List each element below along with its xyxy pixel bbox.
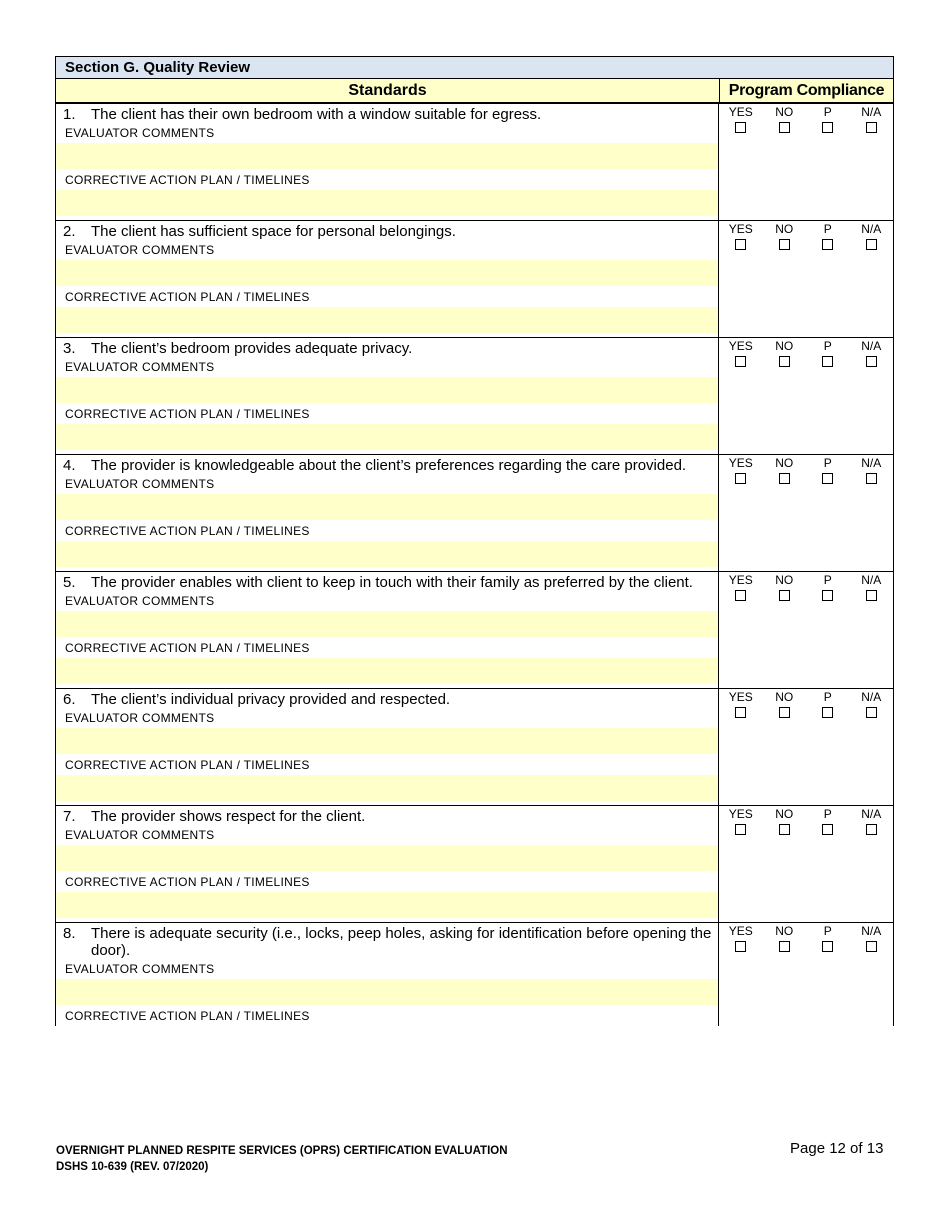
standard-item bbox=[55, 220, 894, 337]
standard-description: The client’s bedroom provides adequate privacy. bbox=[91, 340, 413, 357]
option-label-p: P bbox=[823, 924, 832, 938]
compliance-options bbox=[719, 573, 893, 588]
standard-item bbox=[55, 805, 894, 922]
standard-cell bbox=[56, 806, 719, 922]
corrective-action-label: CORRECTIVE ACTION PLAN / TIMELINES bbox=[65, 407, 310, 421]
option-label-na: N/A bbox=[861, 807, 882, 821]
compliance-cell bbox=[719, 221, 893, 337]
checkbox-p[interactable] bbox=[822, 707, 833, 718]
evaluator-comments-label: EVALUATOR COMMENTS bbox=[65, 126, 215, 140]
option-label-yes: YES bbox=[728, 456, 753, 470]
option-label-yes: YES bbox=[728, 339, 753, 353]
option-label-na: N/A bbox=[861, 222, 882, 236]
form-footer bbox=[56, 1143, 508, 1175]
compliance-options bbox=[719, 222, 893, 237]
standard-description: There is adequate security (i.e., locks, peep holes, asking for identification before opening the door). bbox=[91, 925, 712, 959]
compliance-checkboxes bbox=[719, 939, 893, 957]
evaluator-comments-field[interactable] bbox=[56, 494, 718, 520]
column-header-row bbox=[55, 79, 894, 103]
standard-number: 3. bbox=[63, 340, 76, 357]
checkbox-no[interactable] bbox=[779, 824, 790, 835]
standard-item bbox=[55, 337, 894, 454]
standard-cell bbox=[56, 221, 719, 337]
checkbox-no[interactable] bbox=[779, 239, 790, 250]
corrective-action-field[interactable] bbox=[56, 190, 718, 216]
form-number: DSHS 10-639 (REV. 07/2020) bbox=[56, 1161, 209, 1173]
corrective-action-label: CORRECTIVE ACTION PLAN / TIMELINES bbox=[65, 875, 310, 889]
standard-item bbox=[55, 103, 894, 220]
compliance-checkboxes bbox=[719, 120, 893, 138]
standard-number: 6. bbox=[63, 691, 76, 708]
compliance-checkboxes bbox=[719, 471, 893, 489]
checkbox-no[interactable] bbox=[779, 473, 790, 484]
compliance-cell bbox=[719, 338, 893, 454]
standard-cell bbox=[56, 572, 719, 688]
compliance-options bbox=[719, 807, 893, 822]
compliance-options bbox=[719, 339, 893, 354]
evaluator-comments-label: EVALUATOR COMMENTS bbox=[65, 477, 215, 491]
standard-description: The client’s individual privacy provided and respected. bbox=[91, 691, 451, 708]
evaluator-comments-label: EVALUATOR COMMENTS bbox=[65, 594, 215, 608]
checkbox-yes[interactable] bbox=[735, 356, 746, 367]
evaluator-comments-field[interactable] bbox=[56, 728, 718, 754]
option-label-no: NO bbox=[775, 339, 794, 353]
standard-description: The client has sufficient space for personal belongings. bbox=[91, 223, 456, 240]
standards-header: Standards bbox=[56, 79, 720, 102]
standard-number: 4. bbox=[63, 457, 76, 474]
corrective-action-label: CORRECTIVE ACTION PLAN / TIMELINES bbox=[65, 1009, 310, 1023]
option-label-no: NO bbox=[775, 573, 794, 587]
standard-cell bbox=[56, 104, 719, 220]
standard-text bbox=[56, 806, 718, 825]
corrective-action-field[interactable] bbox=[56, 541, 718, 567]
checkbox-yes[interactable] bbox=[735, 590, 746, 601]
standard-number: 1. bbox=[63, 106, 76, 123]
corrective-action-label: CORRECTIVE ACTION PLAN / TIMELINES bbox=[65, 641, 310, 655]
option-label-p: P bbox=[823, 339, 832, 353]
standard-number: 8. bbox=[63, 925, 76, 942]
standard-text bbox=[56, 338, 718, 357]
compliance-options bbox=[719, 105, 893, 120]
standard-description: The provider shows respect for the client. bbox=[91, 808, 366, 825]
option-label-p: P bbox=[823, 222, 832, 236]
option-label-na: N/A bbox=[861, 456, 882, 470]
checkbox-na[interactable] bbox=[866, 941, 877, 952]
checkbox-no[interactable] bbox=[779, 590, 790, 601]
standard-text bbox=[56, 221, 718, 240]
form-title: OVERNIGHT PLANNED RESPITE SERVICES (OPRS) CERTIFICATION EVALUATION bbox=[56, 1145, 508, 1157]
corrective-action-field[interactable] bbox=[56, 307, 718, 333]
option-label-yes: YES bbox=[728, 105, 753, 119]
option-label-na: N/A bbox=[861, 573, 882, 587]
compliance-cell bbox=[719, 689, 893, 805]
checkbox-na[interactable] bbox=[866, 356, 877, 367]
option-label-yes: YES bbox=[728, 573, 753, 587]
standard-item bbox=[55, 922, 894, 1026]
compliance-checkboxes bbox=[719, 354, 893, 372]
checkbox-p[interactable] bbox=[822, 239, 833, 250]
compliance-cell bbox=[719, 104, 893, 220]
checkbox-no[interactable] bbox=[779, 941, 790, 952]
evaluator-comments-field[interactable] bbox=[56, 845, 718, 871]
checkbox-no[interactable] bbox=[779, 707, 790, 718]
option-label-p: P bbox=[823, 807, 832, 821]
compliance-options bbox=[719, 456, 893, 471]
standard-description: The provider enables with client to keep in touch with their family as preferred by the client. bbox=[91, 574, 693, 591]
checkbox-p[interactable] bbox=[822, 122, 833, 133]
checkbox-yes[interactable] bbox=[735, 239, 746, 250]
checkbox-na[interactable] bbox=[866, 239, 877, 250]
option-label-na: N/A bbox=[861, 924, 882, 938]
checkbox-na[interactable] bbox=[866, 473, 877, 484]
standard-text bbox=[56, 572, 718, 591]
standard-text bbox=[56, 455, 718, 474]
option-label-p: P bbox=[823, 573, 832, 587]
option-label-no: NO bbox=[775, 222, 794, 236]
standard-cell bbox=[56, 689, 719, 805]
compliance-options bbox=[719, 690, 893, 705]
checkbox-na[interactable] bbox=[866, 707, 877, 718]
standard-text bbox=[56, 923, 718, 959]
standard-number: 7. bbox=[63, 808, 76, 825]
option-label-p: P bbox=[823, 690, 832, 704]
standard-number: 2. bbox=[63, 223, 76, 240]
standard-item bbox=[55, 688, 894, 805]
standards-list bbox=[55, 103, 894, 1026]
compliance-cell bbox=[719, 806, 893, 922]
compliance-checkboxes bbox=[719, 822, 893, 840]
option-label-na: N/A bbox=[861, 690, 882, 704]
evaluator-comments-label: EVALUATOR COMMENTS bbox=[65, 243, 215, 257]
checkbox-na[interactable] bbox=[866, 122, 877, 133]
page-number: Page 12 of 13 bbox=[790, 1140, 884, 1157]
option-label-yes: YES bbox=[728, 924, 753, 938]
standard-cell bbox=[56, 923, 719, 1026]
standard-text bbox=[56, 104, 718, 123]
corrective-action-field[interactable] bbox=[56, 892, 718, 918]
standard-description: The provider is knowledgeable about the client’s preferences regarding the care provided. bbox=[91, 457, 687, 474]
checkbox-yes[interactable] bbox=[735, 824, 746, 835]
option-label-na: N/A bbox=[861, 105, 882, 119]
option-label-no: NO bbox=[775, 807, 794, 821]
standard-number: 5. bbox=[63, 574, 76, 591]
option-label-na: N/A bbox=[861, 339, 882, 353]
checkbox-yes[interactable] bbox=[735, 473, 746, 484]
option-label-yes: YES bbox=[728, 807, 753, 821]
evaluator-comments-label: EVALUATOR COMMENTS bbox=[65, 711, 215, 725]
compliance-checkboxes bbox=[719, 705, 893, 723]
standard-item bbox=[55, 571, 894, 688]
checkbox-no[interactable] bbox=[779, 122, 790, 133]
checkbox-p[interactable] bbox=[822, 356, 833, 367]
checkbox-p[interactable] bbox=[822, 824, 833, 835]
compliance-checkboxes bbox=[719, 237, 893, 255]
compliance-cell bbox=[719, 455, 893, 571]
standard-cell bbox=[56, 338, 719, 454]
standard-text bbox=[56, 689, 718, 708]
evaluator-comments-field[interactable] bbox=[56, 260, 718, 286]
checkbox-p[interactable] bbox=[822, 941, 833, 952]
corrective-action-label: CORRECTIVE ACTION PLAN / TIMELINES bbox=[65, 173, 310, 187]
program-compliance-header: Program Compliance bbox=[728, 82, 885, 99]
quality-review-form bbox=[55, 56, 894, 1026]
checkbox-yes[interactable] bbox=[735, 941, 746, 952]
checkbox-no[interactable] bbox=[779, 356, 790, 367]
option-label-no: NO bbox=[775, 924, 794, 938]
option-label-no: NO bbox=[775, 456, 794, 470]
standard-cell bbox=[56, 455, 719, 571]
option-label-no: NO bbox=[775, 690, 794, 704]
corrective-action-label: CORRECTIVE ACTION PLAN / TIMELINES bbox=[65, 290, 310, 304]
corrective-action-field[interactable] bbox=[56, 658, 718, 684]
option-label-no: NO bbox=[775, 105, 794, 119]
option-label-p: P bbox=[823, 105, 832, 119]
checkbox-na[interactable] bbox=[866, 590, 877, 601]
compliance-checkboxes bbox=[719, 588, 893, 606]
compliance-options bbox=[719, 924, 893, 939]
compliance-cell bbox=[719, 572, 893, 688]
checkbox-yes[interactable] bbox=[735, 707, 746, 718]
corrective-action-field[interactable] bbox=[56, 775, 718, 801]
evaluator-comments-label: EVALUATOR COMMENTS bbox=[65, 360, 215, 374]
evaluator-comments-field[interactable] bbox=[56, 143, 718, 169]
corrective-action-label: CORRECTIVE ACTION PLAN / TIMELINES bbox=[65, 758, 310, 772]
evaluator-comments-field[interactable] bbox=[56, 979, 718, 1005]
section-title: Section G. Quality Review bbox=[55, 56, 894, 79]
corrective-action-field[interactable] bbox=[56, 424, 718, 450]
checkbox-yes[interactable] bbox=[735, 122, 746, 133]
standard-item bbox=[55, 454, 894, 571]
standard-description: The client has their own bedroom with a window suitable for egress. bbox=[91, 106, 542, 123]
checkbox-p[interactable] bbox=[822, 473, 833, 484]
compliance-cell bbox=[719, 923, 893, 1026]
evaluator-comments-field[interactable] bbox=[56, 611, 718, 637]
corrective-action-label: CORRECTIVE ACTION PLAN / TIMELINES bbox=[65, 524, 310, 538]
checkbox-p[interactable] bbox=[822, 590, 833, 601]
evaluator-comments-field[interactable] bbox=[56, 377, 718, 403]
option-label-p: P bbox=[823, 456, 832, 470]
option-label-yes: YES bbox=[728, 690, 753, 704]
evaluator-comments-label: EVALUATOR COMMENTS bbox=[65, 962, 215, 976]
evaluator-comments-label: EVALUATOR COMMENTS bbox=[65, 828, 215, 842]
option-label-yes: YES bbox=[728, 222, 753, 236]
checkbox-na[interactable] bbox=[866, 824, 877, 835]
